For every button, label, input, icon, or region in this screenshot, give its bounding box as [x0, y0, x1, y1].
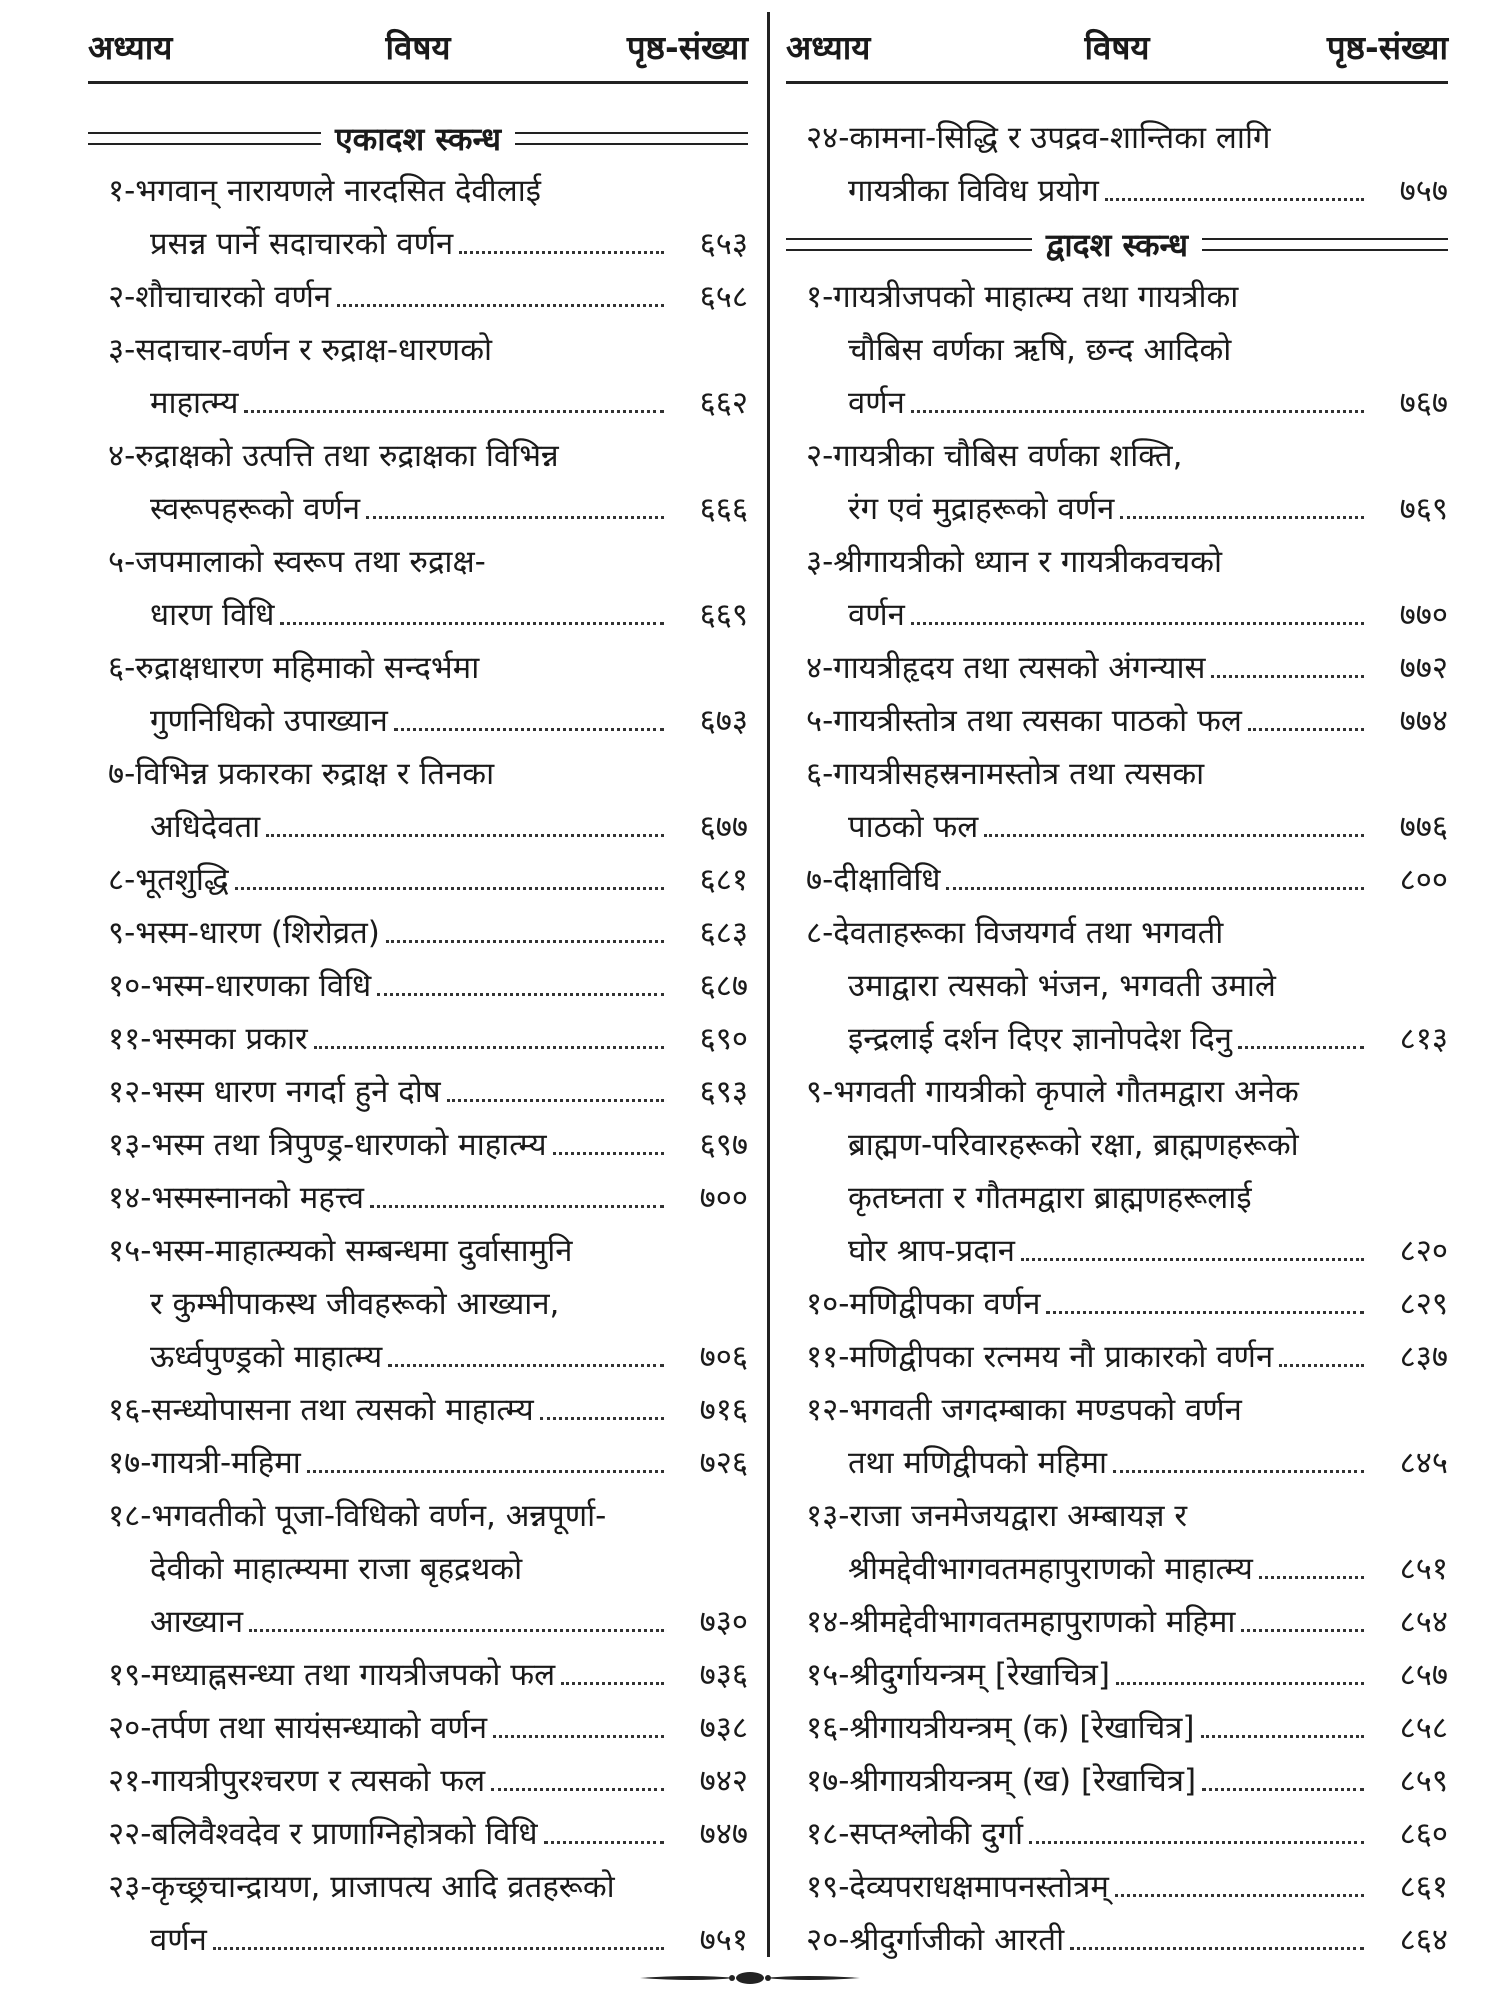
header-chapter: अध्याय	[88, 28, 173, 67]
entry-text: २-शौचाचारको वर्णन	[108, 279, 332, 315]
entry-text: स्वरूपहरूको वर्णन	[150, 491, 361, 527]
header-page-number: पृष्ठ-संख्या	[1326, 28, 1448, 67]
entry-page-number: ७७२	[1399, 650, 1448, 686]
toc-entry-line: कृतघ्नता र गौतमद्वारा ब्राह्मणहरूलाई	[848, 1180, 1252, 1216]
entry-page-number: ८५१	[1399, 1551, 1448, 1587]
toc-entry-line-with-page	[786, 1278, 1448, 1331]
toc-entry-line-with-page	[88, 1013, 748, 1066]
entry-page-number: ८५७	[1399, 1657, 1448, 1693]
dot-leader	[1105, 198, 1364, 201]
entry-text: गायत्रीका विविध प्रयोग	[848, 173, 1099, 209]
toc-entry-line-with-page	[88, 483, 748, 536]
toc-entry-line-with-page	[786, 1755, 1448, 1808]
dot-leader	[1070, 1947, 1364, 1950]
toc-entry-line: देवीको माहात्म्यमा राजा बृहद्रथको	[150, 1551, 523, 1587]
dot-leader	[1211, 675, 1364, 678]
toc-entry-line: १८-भगवतीको पूजा-विधिको वर्णन, अन्नपूर्णा-	[108, 1498, 607, 1534]
toc-entry-line-with-page	[88, 1437, 748, 1490]
section-title-ekadash	[88, 112, 748, 165]
double-rule	[515, 132, 748, 145]
toc-entry-line-with-page	[88, 960, 748, 1013]
double-rule	[786, 238, 1032, 251]
entry-text: २०-श्रीदुर्गाजीको आरती	[806, 1922, 1065, 1958]
entry-page-number: ७७६	[1399, 809, 1448, 845]
dot-leader	[280, 622, 664, 625]
entry-text: १८-सप्तश्लोकी दुर्गा	[806, 1816, 1024, 1852]
entry-page-number: ७०६	[699, 1339, 748, 1375]
entry-page-number: ८६४	[1399, 1922, 1448, 1958]
entry-text: १०-मणिद्वीपका वर्णन	[806, 1286, 1041, 1322]
entry-page-number: ८६१	[1399, 1869, 1448, 1905]
entry-text: घोर श्राप-प्रदान	[848, 1233, 1015, 1269]
entry-text: १०-भस्म-धारणका विधि	[108, 968, 372, 1004]
dot-leader	[1259, 1576, 1364, 1579]
dot-leader	[235, 887, 664, 890]
entry-page-number: ६८३	[699, 915, 748, 951]
toc-entry-line-with-page	[786, 377, 1448, 430]
toc-entry-line-with-page	[88, 271, 748, 324]
entry-page-number: ६६९	[699, 597, 748, 633]
right-column	[786, 0, 1448, 1960]
toc-entry-line: ३-सदाचार-वर्णन र रुद्राक्ष-धारणको	[108, 332, 493, 368]
entry-page-number: ८३७	[1399, 1339, 1448, 1375]
entry-page-number: ८२९	[1399, 1286, 1448, 1322]
dot-leader	[366, 516, 664, 519]
toc-entry-line-with-page	[786, 589, 1448, 642]
entry-text: १७-श्रीगायत्रीयन्त्रम् (ख) [रेखाचित्र]	[806, 1763, 1197, 1799]
toc-entry-line-with-page	[88, 1172, 748, 1225]
toc-entry-line: ३-श्रीगायत्रीको ध्यान र गायत्रीकवचको	[806, 544, 1223, 580]
dot-leader	[946, 887, 1364, 890]
entry-text: १६-श्रीगायत्रीयन्त्रम् (क) [रेखाचित्र]	[806, 1710, 1195, 1746]
section-title-text: द्वादश स्कन्ध	[1045, 226, 1189, 264]
entry-page-number: ६९०	[699, 1021, 748, 1057]
dot-leader	[459, 251, 664, 254]
entry-page-number: ७७०	[1399, 597, 1448, 633]
entry-page-number: ८००	[1399, 862, 1448, 898]
toc-entry-line: ५-जपमालाको स्वरूप तथा रुद्राक्ष-	[108, 544, 486, 580]
dot-leader	[249, 1629, 664, 1632]
dot-leader	[911, 410, 1364, 413]
left-column	[88, 0, 748, 1960]
toc-entry-line-with-page	[88, 1914, 748, 1967]
entry-text: १४-श्रीमद्देवीभागवतमहापुराणको महिमा	[806, 1604, 1236, 1640]
entry-page-number: ६८७	[699, 968, 748, 1004]
entry-page-number: ७५१	[699, 1922, 748, 1958]
toc-entry-line: १३-राजा जनमेजयद्वारा अम्बायज्ञ र	[806, 1498, 1188, 1534]
entry-text: वर्णन	[150, 1922, 207, 1958]
toc-entry-line-with-page	[786, 1013, 1448, 1066]
dot-leader	[1021, 1258, 1364, 1261]
entry-text: अधिदेवता	[150, 809, 261, 845]
entry-page-number: ८४५	[1399, 1445, 1448, 1481]
dot-leader	[266, 834, 664, 837]
toc-entry-line-with-page	[786, 1808, 1448, 1861]
toc-entry-line-with-page	[88, 695, 748, 748]
toc-entry-line-with-page	[88, 1331, 748, 1384]
entry-text: इन्द्रलाई दर्शन दिएर ज्ञानोपदेश दिनु	[848, 1021, 1232, 1057]
entry-text: रंग एवं मुद्राहरूको वर्णन	[848, 491, 1115, 527]
toc-entry-line-with-page	[88, 1808, 748, 1861]
entry-text: वर्णन	[848, 597, 905, 633]
toc-entry-line-with-page	[88, 1755, 748, 1808]
toc-entry-line-with-page	[88, 801, 748, 854]
entry-text: १६-सन्ध्योपासना तथा त्यसको माहात्म्य	[108, 1392, 534, 1428]
entry-page-number: ७३८	[699, 1710, 748, 1746]
right-column-header	[786, 24, 1448, 68]
entry-text: श्रीमद्देवीभागवतमहापुराणको माहात्म्य	[848, 1551, 1253, 1587]
entry-text: २२-बलिवैश्वदेव र प्राणाग्निहोत्रको विधि	[108, 1816, 538, 1852]
entry-text: ४-गायत्रीहृदय तथा त्यसको अंगन्यास	[806, 650, 1206, 686]
entry-text: तथा मणिद्वीपको महिमा	[848, 1445, 1108, 1481]
toc-entry-line-with-page	[88, 1119, 748, 1172]
dot-leader	[1201, 1735, 1365, 1738]
column-divider	[767, 12, 770, 1957]
dot-leader	[911, 622, 1364, 625]
toc-entry-line: ६-रुद्राक्षधारण महिमाको सन्दर्भमा	[108, 650, 480, 686]
toc-entry-line-with-page	[786, 801, 1448, 854]
right-pre-entries	[786, 112, 1448, 218]
toc-entry-line-with-page	[786, 1914, 1448, 1967]
entry-text: आख्यान	[150, 1604, 244, 1640]
dot-leader	[394, 728, 664, 731]
toc-entry-line-with-page	[88, 1384, 748, 1437]
toc-entry-line: १२-भगवती जगदम्बाका मण्डपको वर्णन	[806, 1392, 1242, 1428]
dot-leader	[1241, 1629, 1364, 1632]
entry-text: १४-भस्मस्नानको महत्त्व	[108, 1180, 364, 1216]
dot-leader	[447, 1099, 664, 1102]
entry-text: १५-श्रीदुर्गायन्त्रम् [रेखाचित्र]	[806, 1657, 1110, 1693]
dot-leader	[388, 1364, 664, 1367]
entry-text: ११-मणिद्वीपका रत्नमय नौ प्राकारको वर्णन	[806, 1339, 1274, 1375]
header-subject: विषय	[1084, 28, 1150, 67]
toc-entry-line-with-page	[88, 1596, 748, 1649]
toc-entry-line: र कुम्भीपाकस्थ जीवहरूको आख्यान,	[150, 1286, 560, 1322]
entry-text: प्रसन्न पार्ने सदाचारको वर्णन	[150, 226, 454, 262]
toc-entry-line: ४-रुद्राक्षको उत्पत्ति तथा रुद्राक्षका विभिन्न	[108, 438, 559, 474]
entry-page-number: ७४२	[699, 1763, 748, 1799]
dot-leader	[1248, 728, 1364, 731]
entry-text: माहात्म्य	[150, 385, 239, 421]
toc-entry-line-with-page	[786, 483, 1448, 536]
entry-page-number: ६९३	[699, 1074, 748, 1110]
toc-entry-line-with-page	[786, 1225, 1448, 1278]
toc-entry-line: १-भगवान् नारायणले नारदसित देवीलाई	[108, 173, 541, 209]
toc-entry-line-with-page	[88, 907, 748, 960]
entry-text: २०-तर्पण तथा सायंसन्ध्याको वर्णन	[108, 1710, 488, 1746]
dot-leader	[544, 1841, 664, 1844]
header-page-number: पृष्ठ-संख्या	[626, 28, 748, 67]
entry-page-number: ६५८	[699, 279, 748, 315]
toc-entry-line: ७-विभिन्न प्रकारका रुद्राक्ष र तिनका	[108, 756, 495, 792]
entry-text: १७-गायत्री-महिमा	[108, 1445, 301, 1481]
entry-page-number: ७२६	[699, 1445, 748, 1481]
entry-text: १९-मध्याह्नसन्ध्या तथा गायत्रीजपको फल	[108, 1657, 556, 1693]
dot-leader	[1238, 1046, 1364, 1049]
entry-page-number: ६९७	[699, 1127, 748, 1163]
entry-page-number: ७१६	[699, 1392, 748, 1428]
right-entries	[786, 112, 1448, 1967]
toc-entry-line: उमाद्वारा त्यसको भंजन, भगवती उमाले	[848, 968, 1276, 1004]
dot-leader	[1202, 1788, 1364, 1791]
entry-page-number: ६७७	[699, 809, 748, 845]
toc-entry-line: ८-देवताहरूका विजयगर्व तथा भगवती	[806, 915, 1224, 951]
entry-page-number: ८५८	[1399, 1710, 1448, 1746]
entry-page-number: ६८१	[699, 862, 748, 898]
footer-ornament-icon	[640, 1968, 860, 1988]
entry-page-number: ७३६	[699, 1657, 748, 1693]
dot-leader	[1116, 1682, 1364, 1685]
entry-page-number: ८५४	[1399, 1604, 1448, 1640]
dot-leader	[1120, 516, 1364, 519]
entry-page-number: ७६७	[1399, 385, 1448, 421]
dot-leader	[314, 1046, 664, 1049]
entry-text: वर्णन	[848, 385, 905, 421]
header-rule	[786, 81, 1448, 84]
entry-page-number: ७४७	[699, 1816, 748, 1852]
entry-page-number: ८२०	[1399, 1233, 1448, 1269]
entry-page-number: ७५७	[1399, 173, 1448, 209]
toc-entry-line-with-page	[88, 377, 748, 430]
section-title-dwadash	[786, 218, 1448, 271]
entry-page-number: ६५३	[699, 226, 748, 262]
entry-page-number: ६६६	[699, 491, 748, 527]
entry-text: ७-दीक्षाविधि	[806, 862, 941, 898]
entry-page-number: ८१३	[1399, 1021, 1448, 1057]
toc-entry-line-with-page	[786, 642, 1448, 695]
entry-page-number: ७००	[699, 1180, 748, 1216]
header-subject: विषय	[385, 28, 451, 67]
entry-page-number: ७६९	[1399, 491, 1448, 527]
toc-entry-line-with-page	[786, 1702, 1448, 1755]
left-column-header	[88, 24, 748, 68]
double-rule	[88, 132, 321, 145]
entry-page-number: ६६२	[699, 385, 748, 421]
section-title-text: एकादश स्कन्ध	[334, 120, 502, 158]
dot-leader	[307, 1470, 664, 1473]
toc-entry-line-with-page	[88, 1066, 748, 1119]
toc-entry-line-with-page	[786, 1596, 1448, 1649]
dot-leader	[1279, 1364, 1364, 1367]
toc-entry-line: चौबिस वर्णका ऋषि, छन्द आदिको	[848, 332, 1232, 368]
left-entries	[88, 112, 748, 1967]
toc-entry-line-with-page	[786, 1331, 1448, 1384]
toc-entry-line-with-page	[88, 1649, 748, 1702]
entry-text: ५-गायत्रीस्तोत्र तथा त्यसका पाठको फल	[806, 703, 1242, 739]
entry-text: १३-भस्म तथा त्रिपुण्ड्र-धारणको माहात्म्य	[108, 1127, 547, 1163]
dot-leader	[1029, 1841, 1364, 1844]
toc-entry-line: ६-गायत्रीसहस्रनामस्तोत्र तथा त्यसका	[806, 756, 1205, 792]
dot-leader	[1113, 1470, 1364, 1473]
dot-leader	[1115, 1894, 1364, 1897]
dot-leader	[553, 1152, 664, 1155]
toc-entry-line-with-page	[88, 218, 748, 271]
toc-entry-line: ९-भगवती गायत्रीको कृपाले गौतमद्वारा अनेक	[806, 1074, 1299, 1110]
toc-entry-line: ब्राह्मण-परिवारहरूको रक्षा, ब्राह्मणहरूको	[848, 1127, 1299, 1163]
header-rule	[88, 81, 748, 84]
header-chapter: अध्याय	[786, 28, 871, 67]
toc-entry-line-with-page	[88, 854, 748, 907]
entry-text: २१-गायत्रीपुरश्चरण र त्यसको फल	[108, 1763, 486, 1799]
dot-leader	[386, 940, 664, 943]
dot-leader	[1046, 1311, 1364, 1314]
toc-entry-line: १५-भस्म-माहात्म्यको सम्बन्धमा दुर्वासामुनि	[108, 1233, 573, 1269]
dot-leader	[337, 304, 664, 307]
toc-entry-line-with-page	[786, 165, 1448, 218]
dot-leader	[370, 1205, 664, 1208]
toc-entry-line-with-page	[786, 854, 1448, 907]
toc-entry-line: १-गायत्रीजपको माहात्म्य तथा गायत्रीका	[806, 279, 1239, 315]
entry-text: १९-देव्यपराधक्षमापनस्तोत्रम्	[806, 1869, 1109, 1905]
toc-entry-line-with-page	[88, 1702, 748, 1755]
dot-leader	[984, 834, 1364, 837]
entry-text: १२-भस्म धारण नगर्दा हुने दोष	[108, 1074, 441, 1110]
entry-page-number: ६७३	[699, 703, 748, 739]
toc-entry-line-with-page	[88, 589, 748, 642]
entry-text: ११-भस्मका प्रकार	[108, 1021, 308, 1057]
double-rule	[1202, 238, 1448, 251]
entry-text: धारण विधि	[150, 597, 275, 633]
toc-entry-line-with-page	[786, 1649, 1448, 1702]
toc-entry-line: २३-कृच्छ्रचान्द्रायण, प्राजापत्य आदि व्रतहरूको	[108, 1869, 615, 1905]
dot-leader	[244, 410, 664, 413]
dot-leader	[540, 1417, 664, 1420]
toc-entry-line-with-page	[786, 1543, 1448, 1596]
entry-page-number: ८५९	[1399, 1763, 1448, 1799]
entry-text: ऊर्ध्वपुण्ड्रको माहात्म्य	[150, 1339, 383, 1375]
entry-text: पाठको फल	[848, 809, 979, 845]
dot-leader	[561, 1682, 664, 1685]
entry-text: ९-भस्म-धारण (शिरोव्रत)	[108, 915, 380, 951]
toc-entry-line: २-गायत्रीका चौबिस वर्णका शक्ति,	[806, 438, 1183, 474]
toc-entry-line-with-page	[786, 695, 1448, 748]
entry-page-number: ७७४	[1399, 703, 1448, 739]
toc-entry-line: २४-कामना-सिद्धि र उपद्रव-शान्तिका लागि	[806, 120, 1271, 156]
entry-text: ८-भूतशुद्धि	[108, 862, 229, 898]
dot-leader	[377, 993, 664, 996]
entry-page-number: ८६०	[1399, 1816, 1448, 1852]
toc-entry-line-with-page	[786, 1861, 1448, 1914]
entry-text: गुणनिधिको उपाख्यान	[150, 703, 388, 739]
toc-entry-line-with-page	[786, 1437, 1448, 1490]
dot-leader	[213, 1947, 664, 1950]
dot-leader	[493, 1735, 664, 1738]
entry-page-number: ७३०	[699, 1604, 748, 1640]
dot-leader	[491, 1788, 664, 1791]
